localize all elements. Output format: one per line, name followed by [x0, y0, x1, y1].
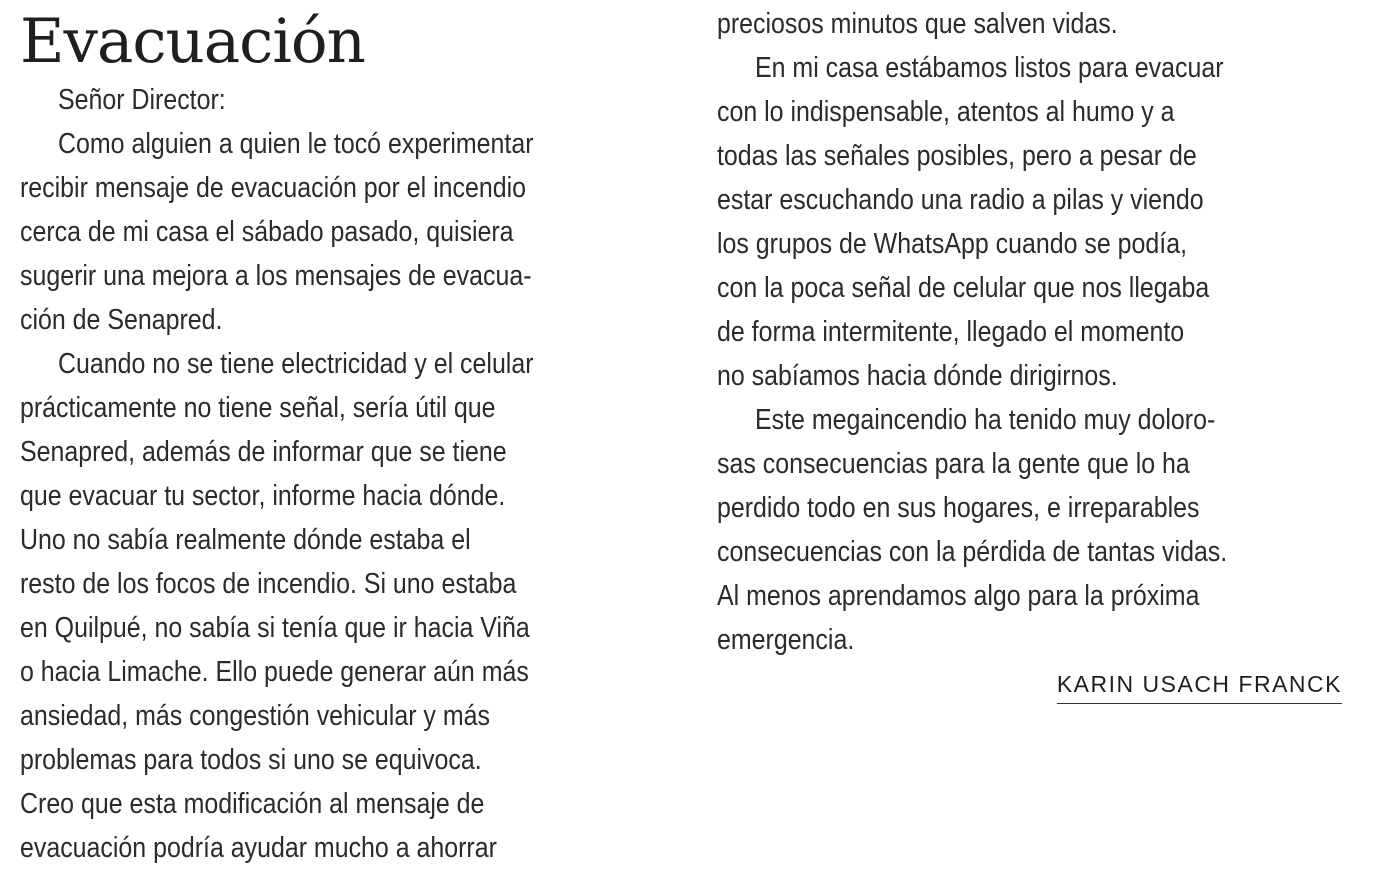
- text-line: sas consecuencias para la gente que lo ha: [717, 448, 1190, 480]
- text-line: consecuencias con la pérdida de tantas vidas.: [717, 536, 1228, 568]
- text-line: Al menos aprendamos algo para la próxima: [717, 580, 1200, 612]
- text-line: problemas para todos si uno se equivoca.: [20, 744, 482, 776]
- text-line: Creo que esta modificación al mensaje de: [20, 788, 485, 820]
- text-line: prácticamente no tiene señal, sería útil que: [20, 392, 496, 424]
- text-line: los grupos de WhatsApp cuando se podía,: [717, 228, 1188, 260]
- text-line: o hacia Limache. Ello puede generar aún más: [20, 656, 529, 688]
- text-line: preciosos minutos que salven vidas.: [717, 8, 1118, 40]
- text-line: recibir mensaje de evacuación por el incendio: [20, 172, 527, 204]
- text-line: ansiedad, más congestión vehicular y más: [20, 700, 490, 732]
- text-line: que evacuar tu sector, informe hacia dónde.: [20, 480, 506, 512]
- text-line: sugerir una mejora a los mensajes de evacua-: [20, 260, 532, 292]
- text-line: En mi casa estábamos listos para evacuar: [755, 52, 1224, 84]
- text-line: Este megaincendio ha tenido muy doloro-: [755, 404, 1216, 436]
- text-line: resto de los focos de incendio. Si uno estaba: [20, 568, 517, 600]
- text-line: Uno no sabía realmente dónde estaba el: [20, 524, 471, 556]
- text-line: evacuación podría ayudar mucho a ahorrar: [20, 832, 497, 864]
- text-line: con la poca señal de celular que nos llegaba: [717, 272, 1210, 304]
- text-line: emergencia.: [717, 624, 855, 656]
- text-line: cerca de mi casa el sábado pasado, quisiera: [20, 216, 514, 248]
- author-signature: KARIN USACH FRANCK: [1057, 669, 1342, 704]
- text-line: estar escuchando una radio a pilas y viendo: [717, 184, 1204, 216]
- text-line: ción de Senapred.: [20, 304, 223, 336]
- text-line: Cuando no se tiene electricidad y el celular: [58, 348, 534, 380]
- text-line: de forma intermitente, llegado el momento: [717, 316, 1185, 348]
- text-line: perdido todo en sus hogares, e irreparables: [717, 492, 1200, 524]
- text-line: todas las señales posibles, pero a pesar de: [717, 140, 1197, 172]
- text-line: en Quilpué, no sabía si tenía que ir hacia Viña: [20, 612, 530, 644]
- text-line: Senapred, además de informar que se tiene: [20, 436, 507, 468]
- salutation: Señor Director:: [58, 84, 226, 116]
- text-line: con lo indispensable, atentos al humo y a: [717, 96, 1175, 128]
- text-line: Como alguien a quien le tocó experimentar: [58, 128, 534, 160]
- text-line: no sabíamos hacia dónde dirigirnos.: [717, 360, 1118, 392]
- headline: Evacuación: [20, 6, 365, 77]
